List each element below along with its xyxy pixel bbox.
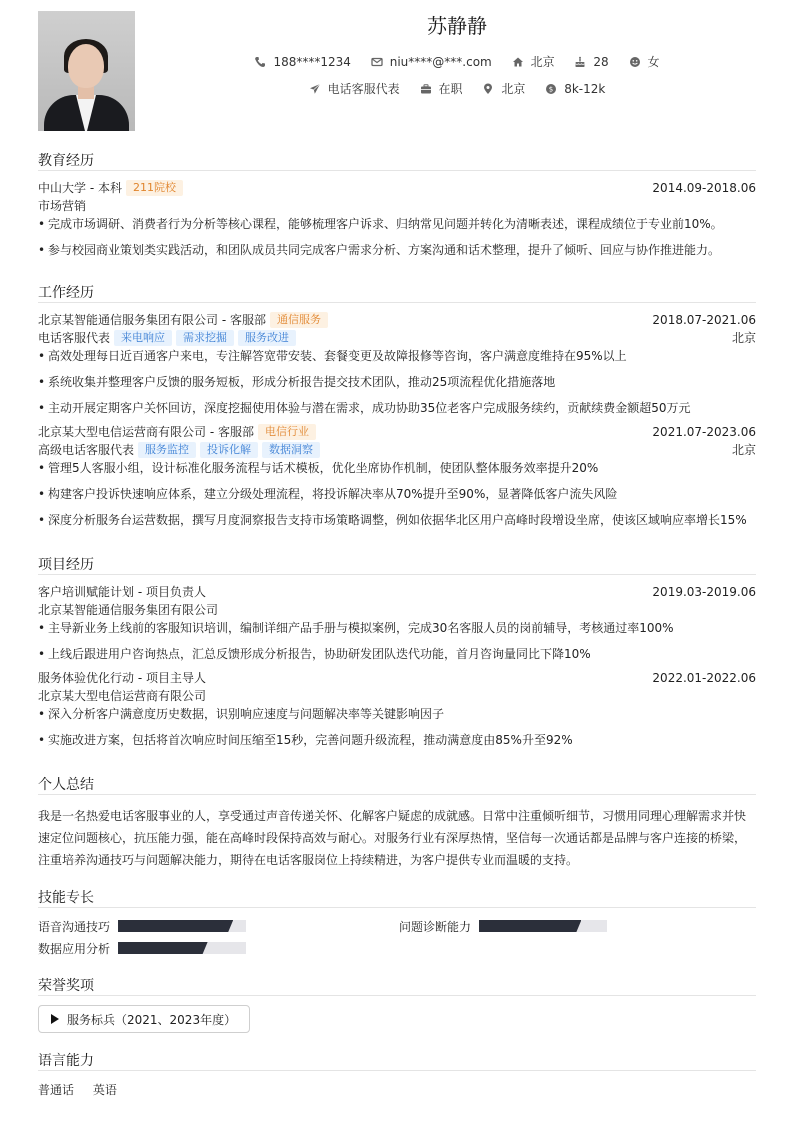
- gender-item: [629, 53, 660, 70]
- skill-item: [38, 939, 246, 957]
- honors-title: 荣誉奖项: [38, 975, 756, 996]
- project-period: 2019.03-2019.06: [652, 585, 756, 599]
- target-city-item: [482, 80, 525, 97]
- honor-text: 服务标兵（2021、2023年度）: [67, 1012, 237, 1027]
- salary-text: 8k-12k: [564, 81, 606, 96]
- education-bullet: • 完成市场调研、消费者行为分析等核心课程，能够梳理客户诉求、归纳常见问题并转化为清晰表述，课程成绩位于专业前10%。: [38, 215, 756, 241]
- company-name: 北京某智能通信服务集团有限公司 - 客服部: [38, 313, 266, 327]
- project-period: 2022.01-2022.06: [652, 671, 756, 685]
- gender-text: 女: [647, 55, 660, 69]
- work-city: 北京: [731, 331, 756, 345]
- work-item: [38, 311, 756, 417]
- skill-tag: 需求挖掘: [176, 330, 234, 346]
- position-name: 高级电话客服代表: [38, 443, 135, 457]
- send-icon: [309, 83, 321, 95]
- languages-title: 语言能力: [38, 1050, 756, 1071]
- education-bullet: • 参与校园商业策划类实践活动，和团队成员共同完成客户需求分析、方案沟通和话术整理，提升了倾听、回应与协作推进能力。: [38, 241, 756, 259]
- contact-row: [38, 53, 756, 71]
- work-bullet: • 系统收集并整理客户反馈的服务短板，形成分析报告提交技术团队，推动25项流程优化措施落地: [38, 373, 756, 399]
- work-title: 工作经历: [38, 282, 756, 303]
- work-period: 2018.07-2021.06: [652, 313, 756, 327]
- skill-name: 语音沟通技巧: [38, 919, 111, 934]
- job-intent-row: [38, 80, 756, 98]
- education-title: 教育经历: [38, 150, 756, 171]
- skill-tag: 投诉化解: [200, 442, 258, 458]
- skill-bar: [118, 942, 246, 954]
- candidate-name: 苏静静: [427, 14, 487, 38]
- status-item: [420, 80, 463, 97]
- project-item: [38, 583, 756, 663]
- education-item: [38, 179, 756, 259]
- work-bullet: • 深度分析服务台运营数据，撰写月度洞察报告支持市场策略调整，例如依据华北区用户高峰时段增设坐席，使该区域响应率增长15%: [38, 511, 756, 529]
- skill-tag: 来电响应: [114, 330, 172, 346]
- project-org: 北京某大型电信运营商有限公司: [38, 689, 207, 703]
- language-item: 普通话: [38, 1083, 75, 1097]
- email-item: [371, 55, 492, 69]
- skill-name: 问题诊断能力: [399, 919, 472, 934]
- honors-section: [38, 975, 756, 1033]
- skill-bar-fill: [118, 942, 208, 954]
- phone-icon: [254, 56, 266, 68]
- work-bullet: • 构建客户投诉快速响应体系，建立分级处理流程，将投诉解决率从70%提升至90%，显著降低客户流失风险: [38, 485, 756, 511]
- work-item: [38, 423, 756, 529]
- summary-section: [38, 774, 756, 871]
- skill-item: [38, 917, 246, 935]
- work-section: [38, 282, 756, 529]
- education-section: [38, 150, 756, 259]
- projects-title: 项目经历: [38, 554, 756, 575]
- project-item: [38, 669, 756, 749]
- skill-bar-fill: [118, 920, 233, 932]
- skills-title: 技能专长: [38, 887, 756, 908]
- position-name: 电话客服代表: [38, 331, 111, 345]
- cake-icon: [574, 56, 586, 68]
- school-tag: 211院校: [126, 180, 183, 196]
- work-period: 2021.07-2023.06: [652, 425, 756, 439]
- work-bullet: • 管理5人客服小组，设计标准化服务流程与话术模板，优化坐席协作机制，使团队整体服务效率提升20%: [38, 459, 756, 485]
- job-target-text: 电话客服代表: [327, 82, 400, 96]
- skill-item: [399, 917, 607, 935]
- smile-icon: [629, 56, 641, 68]
- summary-line: 注重培养沟通技巧与问题解决能力，期待在电话客服岗位上持续精进，为客户提供专业而温暖的支持。: [38, 853, 579, 867]
- city-item: [512, 53, 555, 70]
- skill-bar-fill: [479, 920, 581, 932]
- skill-name: 数据应用分析: [38, 941, 111, 956]
- project-bullet: • 深入分析客户满意度历史数据，识别响应速度与问题解决率等关键影响因子: [38, 705, 756, 731]
- city-text: 北京: [530, 55, 555, 69]
- age-text: 28: [593, 54, 609, 69]
- svg-text:$: $: [548, 85, 554, 94]
- project-bullet: • 上线后跟进用户咨询热点，汇总反馈形成分析报告，协助研发团队迭代功能，首月咨询量同比下降10%: [38, 645, 756, 663]
- work-bullet: • 高效处理每日近百通客户来电，专注解答宽带安装、套餐变更及故障报修等咨询，客户满意度维持在95%以上: [38, 347, 756, 373]
- project-bullet: • 主导新业务上线前的客服知识培训，编制详细产品手册与模拟案例，完成30名客服人员的岗前辅导，考核通过率100%: [38, 619, 756, 645]
- status-text: 在职: [438, 82, 463, 96]
- projects-section: [38, 554, 756, 749]
- honor-item[interactable]: [38, 1005, 250, 1033]
- coin-icon: [545, 83, 557, 95]
- project-name: 客户培训赋能计划 - 项目负责人: [38, 585, 206, 599]
- phone-item: [254, 55, 350, 69]
- languages-list: [38, 1081, 756, 1098]
- home-icon: [512, 56, 524, 68]
- work-city: 北京: [731, 443, 756, 457]
- languages-section: [38, 1050, 756, 1098]
- skill-tag: 服务改进: [238, 330, 296, 346]
- education-period: 2014.09-2018.06: [652, 181, 756, 195]
- skill-tag: 服务监控: [138, 442, 196, 458]
- language-item: 英语: [92, 1083, 117, 1097]
- email-text: niu****@***.com: [389, 54, 492, 69]
- summary-line: 我是一名热爱电话客服事业的人，享受通过声音传递关怀、化解客户疑虑的成就感。日常中注重倾听细节，习惯用同理心理解需求并快: [38, 809, 747, 823]
- major: 市场营销: [38, 199, 87, 213]
- skills-list: [38, 917, 756, 961]
- mail-icon: [371, 56, 383, 68]
- industry-tag: 通信服务: [270, 312, 328, 328]
- skill-bar: [479, 920, 607, 932]
- project-name: 服务体验优化行动 - 项目主导人: [38, 671, 206, 685]
- age-item: [574, 55, 608, 69]
- industry-tag: 电信行业: [258, 424, 316, 440]
- phone-text: 188****1234: [273, 54, 351, 69]
- salary-item: [545, 82, 605, 96]
- target-city-text: 北京: [501, 82, 526, 96]
- skill-tag: 数据洞察: [262, 442, 320, 458]
- caret-right-icon: [51, 1014, 59, 1024]
- project-bullet: • 实施改进方案，包括将首次响应时间压缩至15秒，完善问题升级流程，推动满意度由85%升至92%: [38, 731, 756, 749]
- skill-bar: [118, 920, 246, 932]
- summary-line: 速定位问题核心，抗压能力强，能在高峰时段保持高效与耐心。对服务行业有深厚热情，坚信每一次通话都是品牌与客户连接的桥梁，: [38, 831, 747, 845]
- location-pin-icon: [482, 83, 494, 95]
- school-name: 中山大学 - 本科: [38, 181, 122, 195]
- summary-title: 个人总结: [38, 774, 756, 795]
- work-bullet: • 主动开展定期客户关怀回访，深度挖掘使用体验与潜在需求，成功协助35位老客户完成服务续约，贡献续费金额超50万元: [38, 399, 756, 417]
- briefcase-icon: [420, 83, 432, 95]
- summary-text: [38, 805, 756, 871]
- resume-page: [38, 0, 756, 1097]
- resume-header: [38, 0, 756, 140]
- skills-section: [38, 887, 756, 961]
- company-name: 北京某大型电信运营商有限公司 - 客服部: [38, 425, 254, 439]
- job-target-item: [309, 80, 400, 97]
- project-org: 北京某智能通信服务集团有限公司: [38, 603, 219, 617]
